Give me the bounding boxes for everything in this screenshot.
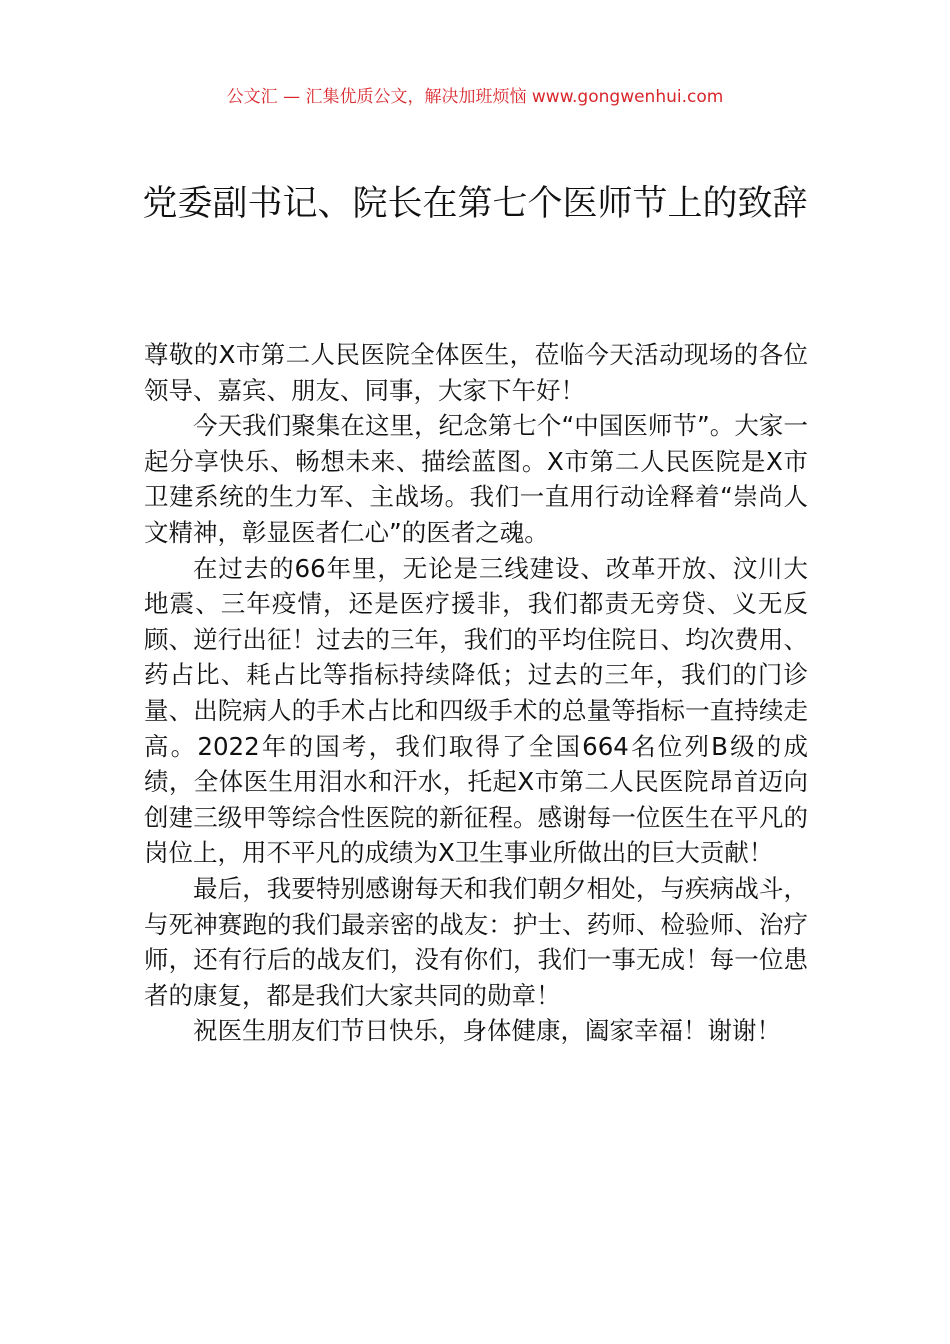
body-paragraph: 最后，我要特别感谢每天和我们朝夕相处，与疾病战斗，与死神赛跑的我们最亲密的战友：护士、药师、检验师、治疗师，还有行后的战友们，没有你们，我们一事无成！每一位患者的康复，都是我们大家共同的勋章！ bbox=[144, 873, 808, 1010]
document-body bbox=[144, 337, 808, 1049]
closing-paragraph: 祝医生朋友们节日快乐，身体健康，阖家幸福！谢谢！ bbox=[193, 1016, 781, 1046]
body-paragraph: 在过去的66年里，无论是三线建设、改革开放、汶川大地震、三年疫情，还是医疗援非，我们都责无旁贷、义无反顾、逆行出征！过去的三年，我们的平均住院日、均次费用、药占比、耗占比等指标持续降低；过去的三年，我们的门诊量、出院病人的手术占比和四级手术的总量等指标一直持续走高。2022年的国考，我们取得了全国664名位列B级的成绩，全体医生用泪水和汗水，托起X市第二人民医院昂首迈向创建三级甲等综合性医院的新征程。感谢每一位医生在平凡的岗位上，用不平凡的成绩为X卫生事业所做出的巨大贡献！ bbox=[144, 553, 808, 868]
watermark-header: 公文汇 — 汇集优质公文，解决加班烦恼 www.gongwenhui.com bbox=[226, 87, 724, 107]
body-paragraph: 今天我们聚集在这里，纪念第七个“中国医师节”。大家一起分享快乐、畅想未来、描绘蓝图。X市第二人民医院是X市卫建系统的生力军、主战场。我们一直用行动诠释着“崇尚人文精神，彰显医者仁心”的医者之魂。 bbox=[144, 411, 808, 547]
salutation-paragraph: 尊敬的X市第二人民医院全体医生，莅临今天活动现场的各位领导、嘉宾、朋友、同事，大家下午好！ bbox=[144, 340, 808, 405]
document-title: 党委副书记、院长在第七个医师节上的致辞 bbox=[142, 184, 808, 224]
